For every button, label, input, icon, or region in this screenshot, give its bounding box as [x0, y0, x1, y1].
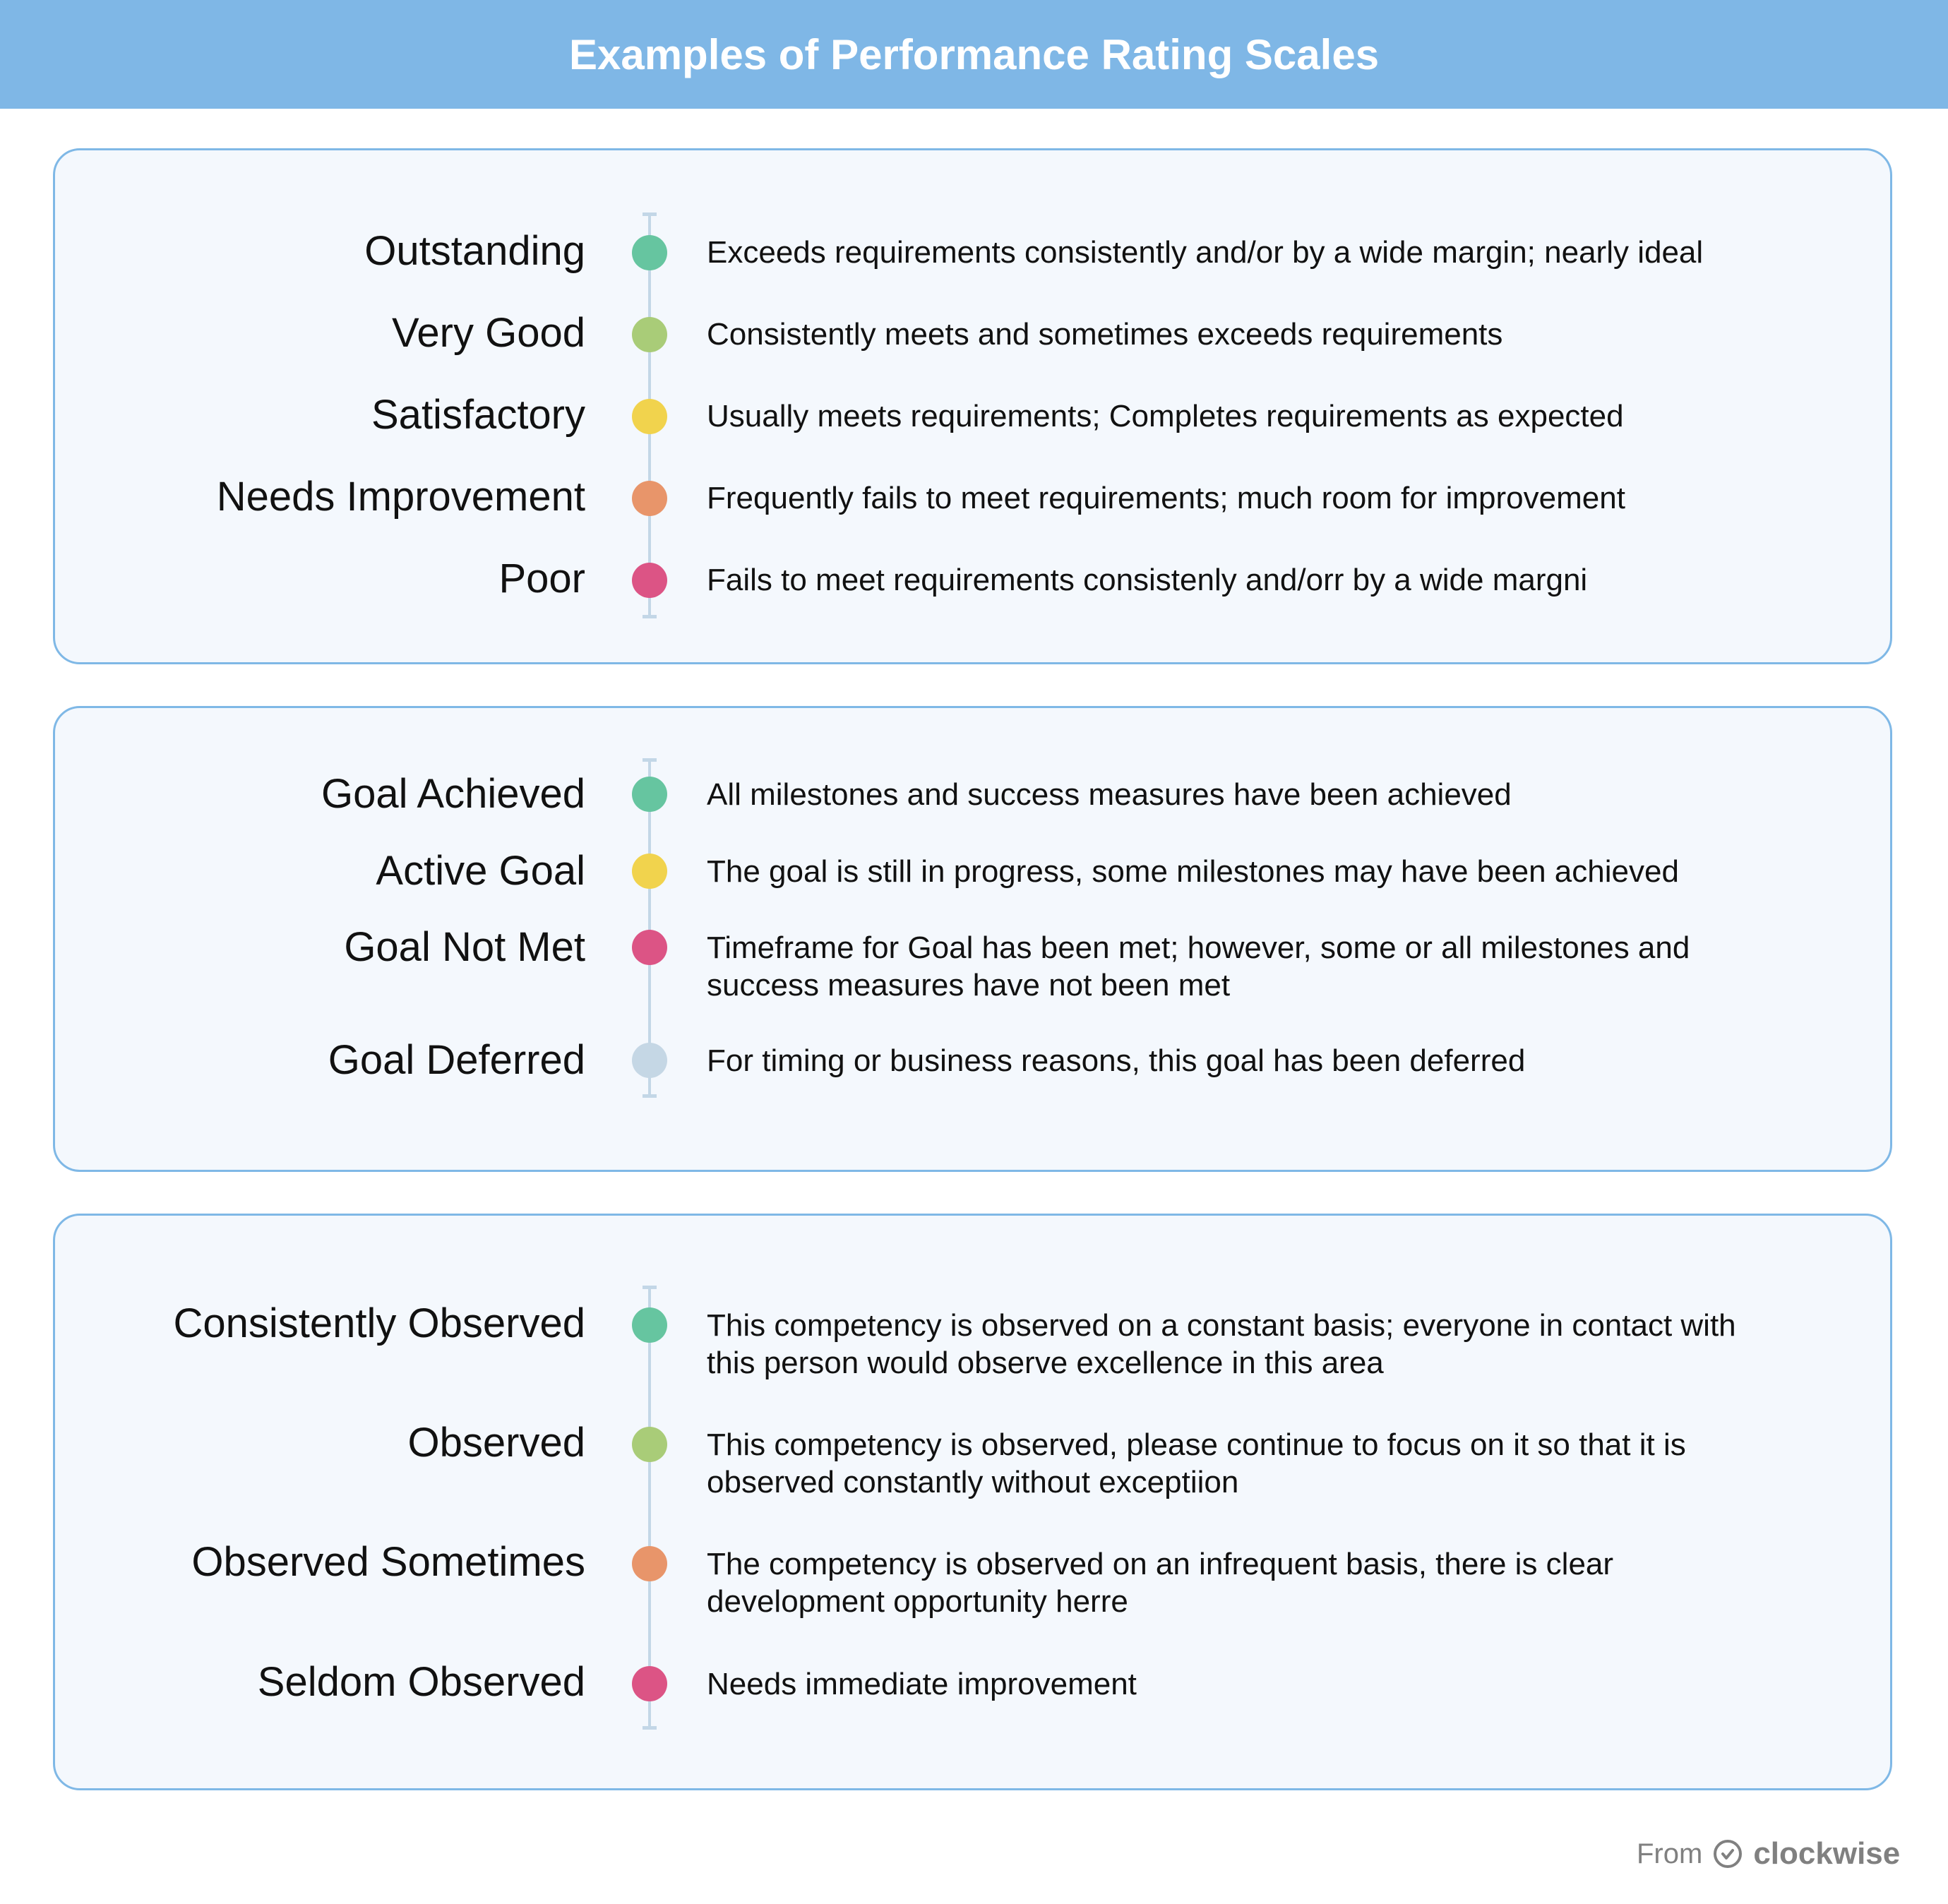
rating-description: Consistently meets and sometimes exceeds requirements — [707, 317, 1503, 352]
rating-description: The goal is still in progress, some milestones may have been achieved — [707, 854, 1679, 889]
green-dot-icon — [632, 235, 667, 270]
pink-dot-icon — [632, 930, 667, 965]
rating-label: Outstanding — [364, 228, 585, 274]
rating-label: Poor — [498, 556, 585, 601]
pink-dot-icon — [632, 1666, 667, 1701]
footer-from-label: From — [1637, 1838, 1703, 1869]
rating-label: Observed — [407, 1420, 585, 1466]
rating-description: Usually meets requirements; Completes requirements as expected — [707, 399, 1624, 433]
rating-description: This competency is observed, please continue to focus on it so that it is observed constantly without exceptiion — [707, 1427, 1686, 1499]
rating-label: Satisfactory — [371, 392, 585, 438]
source-credit — [1637, 1833, 1900, 1875]
rating-description: Timeframe for Goal has been met; however, some or all milestones and success measures have not been met — [707, 930, 1690, 1002]
rating-description: The competency is observed on an infrequent basis, there is clear development opportunity herre — [707, 1547, 1614, 1619]
rating-description: Fails to meet requirements consistenly and/orr by a wide margni — [707, 563, 1588, 597]
yellow-dot-icon — [632, 854, 667, 889]
rating-label: Goal Achieved — [321, 771, 585, 817]
rating-label: Consistently Observed — [173, 1300, 585, 1346]
rating-label: Active Goal — [376, 848, 585, 894]
green-dot-icon — [632, 1307, 667, 1343]
timeline-bottom-cap — [643, 615, 657, 618]
rating-label: Seldom Observed — [257, 1659, 585, 1705]
rating-description: Needs immediate improvement — [707, 1667, 1137, 1701]
goal-scale-card — [53, 706, 1892, 1172]
rating-label: Very Good — [391, 310, 585, 356]
orange-dot-icon — [632, 481, 667, 516]
lime-dot-icon — [632, 1427, 667, 1462]
timeline-bottom-cap — [643, 1094, 657, 1098]
brand-name: clockwise — [1753, 1836, 1901, 1871]
green-dot-icon — [632, 777, 667, 812]
rating-description: Exceeds requirements consistently and/or by a wide margin; nearly ideal — [707, 235, 1704, 270]
timeline-bottom-cap — [643, 1726, 657, 1730]
rating-description: For timing or business reasons, this goal has been deferred — [707, 1043, 1526, 1078]
gray-dot-icon — [632, 1043, 667, 1078]
rating-label: Observed Sometimes — [191, 1539, 585, 1585]
rating-description: All milestones and success measures have been achieved — [707, 777, 1512, 812]
rating-label: Goal Deferred — [328, 1037, 585, 1083]
rating-label: Goal Not Met — [344, 924, 585, 970]
orange-dot-icon — [632, 1546, 667, 1581]
timeline-line — [648, 1287, 651, 1728]
yellow-dot-icon — [632, 399, 667, 434]
performance-scale-card — [53, 148, 1892, 664]
rating-description: This competency is observed on a constant basis; everyone in contact with this person would observe excellence in this area — [707, 1308, 1736, 1380]
competency-scale-card — [53, 1214, 1892, 1790]
lime-dot-icon — [632, 317, 667, 352]
rating-description: Frequently fails to meet requirements; much room for improvement — [707, 481, 1625, 515]
page-title: Examples of Performance Rating Scales — [568, 30, 1380, 78]
pink-dot-icon — [632, 563, 667, 598]
title-banner — [0, 0, 1948, 109]
rating-label: Needs Improvement — [216, 474, 585, 520]
check-circle-icon — [1712, 1838, 1743, 1869]
